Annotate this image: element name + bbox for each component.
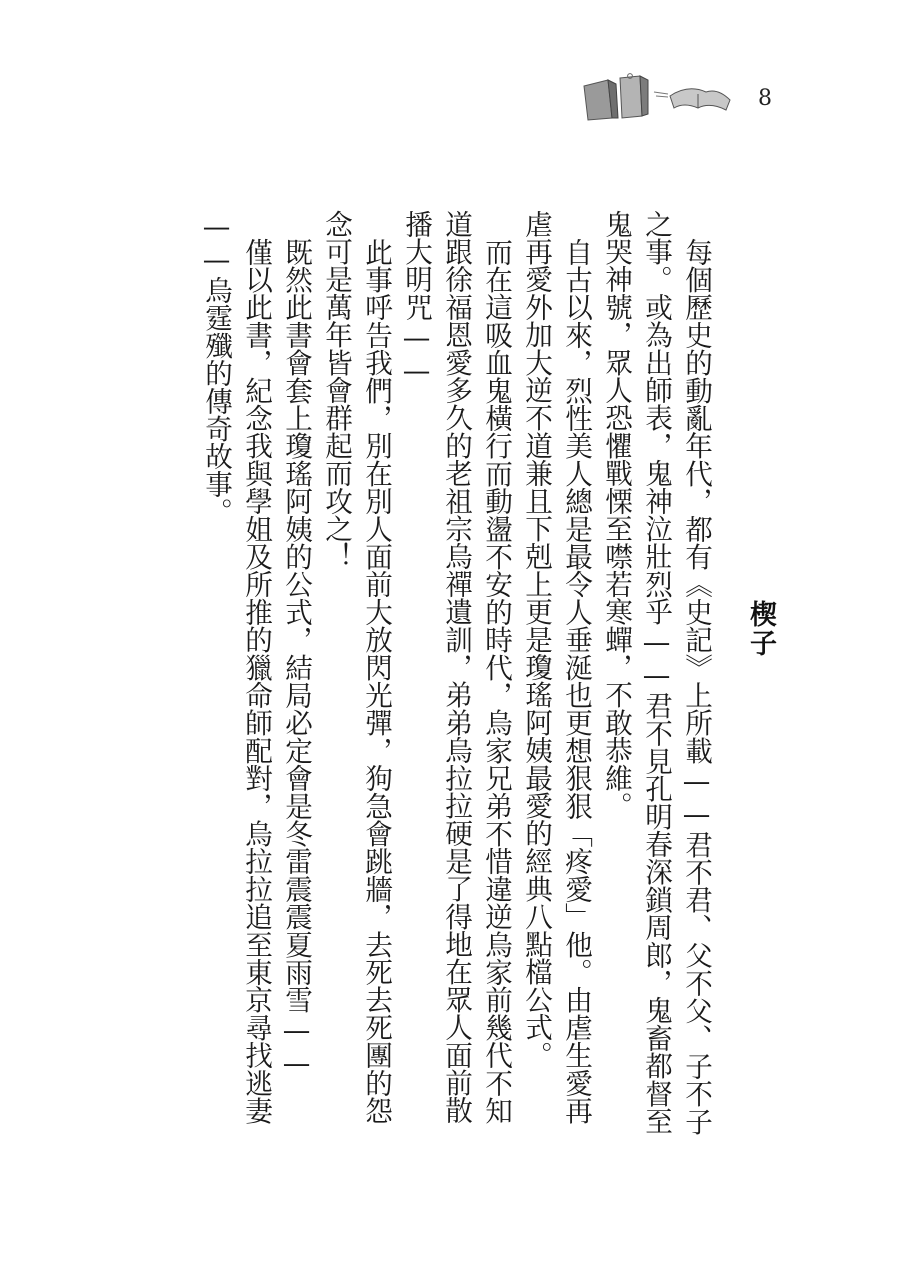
paragraph-3: 而在這吸血鬼橫行而動盪不安的時代，烏家兄弟不惜違逆烏家前幾代不知道跟徐福恩愛多久的老祖宗烏禪遺訓，弟弟烏拉拉硬是了得地在眾人面前散播大明咒——	[400, 210, 513, 1125]
body-text	[196, 210, 716, 1150]
page-number: 8	[758, 86, 772, 111]
paragraph-2: 自古以來，烈性美人總是最令人垂涎也更想狠狠「疼愛」他。由虐生愛再虐再愛外加大逆不道兼且下剋上更是瓊瑤阿姨最愛的經典八點檔公式。	[520, 210, 593, 1124]
paragraph-1: 每個歷史的動亂年代，都有《史記》上所載——君不君、父不父、子不子之事。或為出師表，鬼神泣壯烈乎——君不見孔明春深鎖周郎，鬼畜都督至鬼哭神號，眾人恐懼戰慄至噤若寒蟬，不敢恭維。	[600, 210, 713, 1135]
books-and-open-book-icon	[578, 66, 738, 122]
paragraph-5: 既然此書會套上瓊瑤阿姨的公式，結局必定會是冬雷震震夏雨雪——	[280, 237, 313, 1080]
paragraph-4: 此事呼告我們，別在別人面前大放閃光彈，狗急會跳牆，去死去死團的怨念可是萬年皆會群起而攻之！	[320, 210, 393, 1124]
paragraph-6: 僅以此書，紀念我與學姐及所推的獵命師配對，烏拉拉追至東京尋找逃妻——烏霆殲的傳奇故事。	[200, 210, 273, 1124]
chapter-title: 楔子	[745, 600, 776, 658]
